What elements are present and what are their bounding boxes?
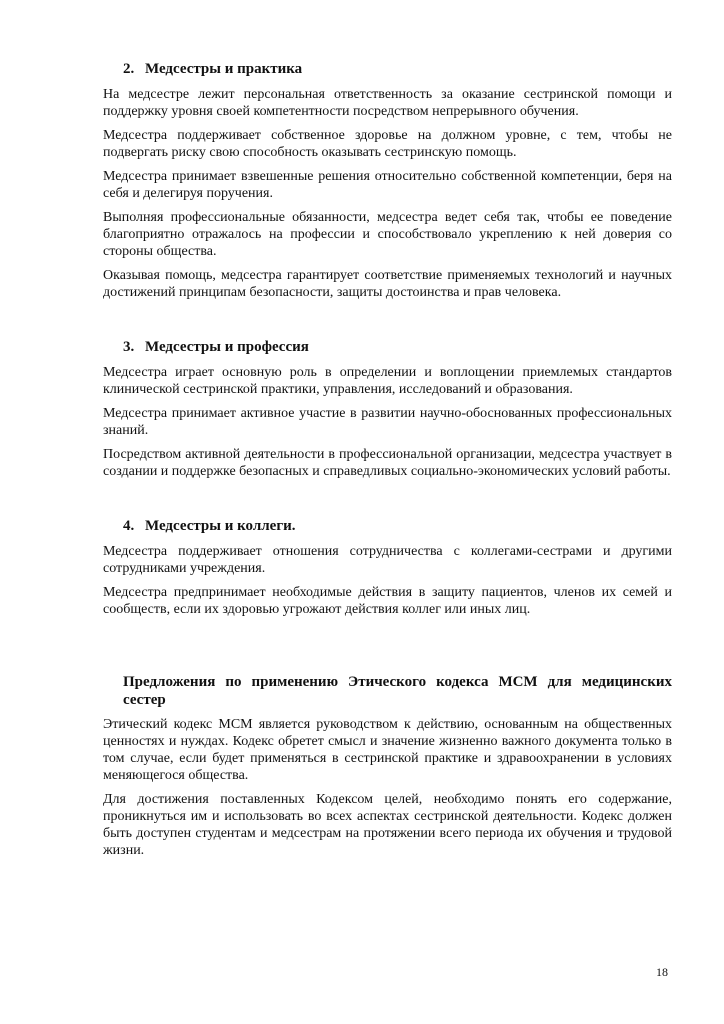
paragraph: Медсестра поддерживает собственное здоровье на должном уровне, с тем, чтобы не подвергать риску свою способность оказывать сестринскую помощь. <box>103 128 672 160</box>
proposals-heading: Предложения по применению Этического кодекса МСМ для медицинских сестер <box>123 674 672 708</box>
section-number: 4. <box>123 518 135 534</box>
paragraph: Медсестра принимает взвешенные решения относительно собственной компетенции, беря на себя и делегируя поручения. <box>103 169 672 201</box>
paragraph: Посредством активной деятельности в профессиональной организации, медсестра участвует в создании и поддержке безопасных и справедливых социально-экономических условий работы. <box>103 447 672 479</box>
page-number: 18 <box>656 965 668 979</box>
paragraph: Для достижения поставленных Кодексом целей, необходимо понять его содержание, проникнуться им и использовать во всех аспектах сестринской деятельности. Кодекс должен быть доступен студентам и медсестрам на протяжении всего периода их обучения и трудовой жизни. <box>103 792 672 858</box>
section-heading <box>123 517 672 535</box>
section-number: 3. <box>123 339 135 355</box>
section-title: Медсестры и профессия <box>145 339 309 355</box>
paragraph: На медсестре лежит персональная ответственность за оказание сестринской помощи и поддержку уровня своей компетентности посредством непрерывного обучения. <box>103 87 672 119</box>
paragraph: Этический кодекс МСМ является руководством к действию, основанным на общественных ценностях и нуждах. Кодекс обретет смысл и значение жизненно важного документа только в том случае, если будет применяться в сестринской практике и здравоохранении в условиях меняющегося общества. <box>103 717 672 783</box>
section-heading <box>123 338 672 356</box>
document-page <box>103 60 672 866</box>
paragraph: Медсестра предпринимает необходимые действия в защиту пациентов, членов их семей и сообществ, если их здоровью угрожают действия коллег или иных лиц. <box>103 585 672 617</box>
paragraph: Медсестра принимает активное участие в развитии научно-обоснованных профессиональных знаний. <box>103 406 672 438</box>
paragraph: Оказывая помощь, медсестра гарантирует соответствие применяемых технологий и научных достижений принципам безопасности, защиты достоинства и прав человека. <box>103 268 672 300</box>
section-title: Медсестры и коллеги. <box>145 518 296 534</box>
paragraph: Медсестра играет основную роль в определении и воплощении приемлемых стандартов клинической сестринской практики, управления, исследований и образования. <box>103 365 672 397</box>
section-colleagues <box>103 517 672 618</box>
section-proposals <box>103 673 672 859</box>
section-profession <box>103 338 672 480</box>
section-title: Медсестры и практика <box>145 61 303 77</box>
paragraph: Медсестра поддерживает отношения сотрудничества с коллегами-сестрами и другими сотрудниками учреждения. <box>103 544 672 576</box>
section-number: 2. <box>123 61 135 77</box>
paragraph: Выполняя профессиональные обязанности, медсестра ведет себя так, чтобы ее поведение благоприятно отражалось на профессии и способствовало укреплению к ней доверия со стороны общества. <box>103 210 672 259</box>
section-practice <box>103 60 672 301</box>
section-heading <box>123 60 672 78</box>
